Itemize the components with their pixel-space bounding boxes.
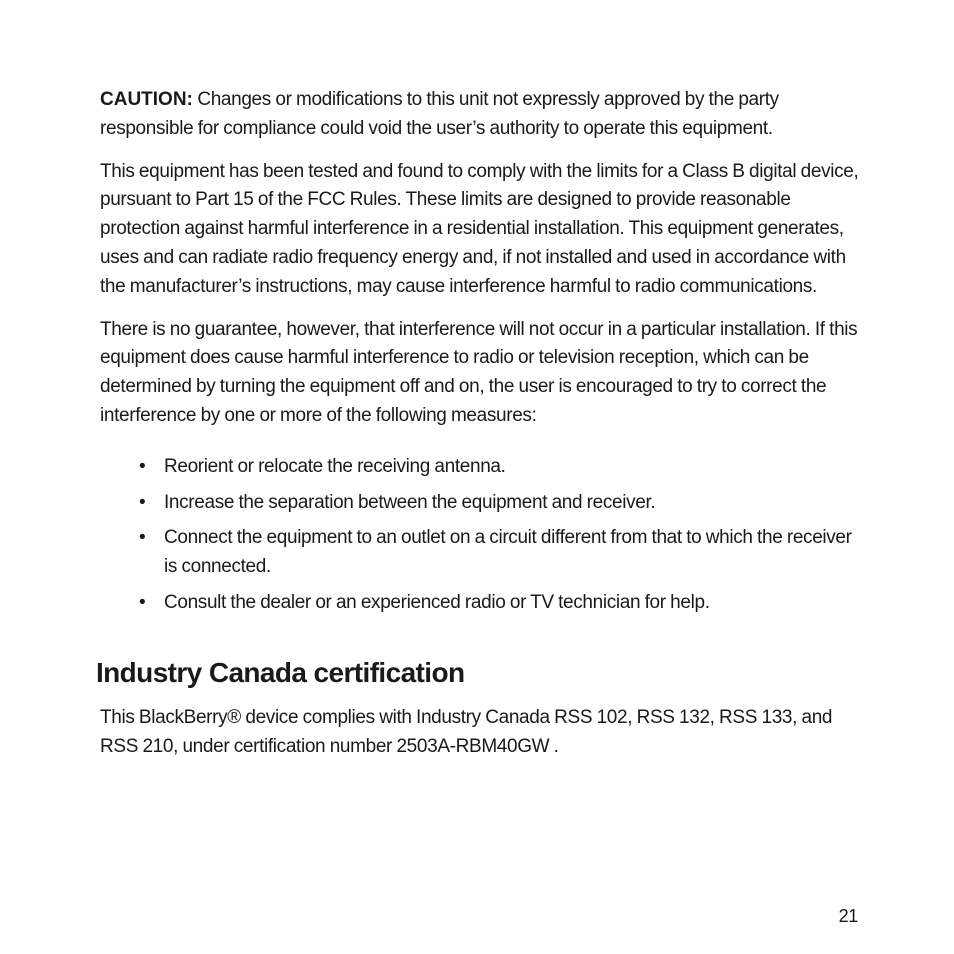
caution-paragraph [100,86,860,144]
bullet-icon: • [139,491,146,513]
list-item [100,524,860,582]
list-item-text: Consult the dealer or an experienced radio or TV technician for help. [164,591,710,613]
bullet-icon: • [139,591,146,613]
list-item-text: Reorient or relocate the receiving antenna. [164,455,506,477]
bullet-icon: • [139,455,146,477]
fcc-compliance-paragraph: This equipment has been tested and found to comply with the limits for a Class B digital device, pursuant to Part 15 of the FCC Rules. These limits are designed to provide reasonable protection against harmful interference in a residential installation. This equipment generates, uses and can radiate radio frequency energy and, if not installed and used in accordance with the manufacturer’s instructions, may cause interference harmful to radio communications. [100,160,859,297]
caution-text: Changes or modifications to this unit not expressly approved by the party responsible for compliance could void the user’s authority to operate this equipment. [100,89,779,139]
list-item-text: Connect the equipment to an outlet on a circuit different from that to which the receiver is connected. [164,527,852,578]
list-item-text: Increase the separation between the equipment and receiver. [164,491,656,513]
bullet-icon: • [139,527,146,549]
certification-paragraph: This BlackBerry® device complies with Industry Canada RSS 102, RSS 132, RSS 133, and RSS 210, under certification number 2503A-RBM40GW . [100,706,833,757]
caution-label: CAUTION: [100,89,193,110]
list-item [100,489,860,518]
list-item [100,589,860,618]
list-item [100,453,860,482]
interference-paragraph: There is no guarantee, however, that interference will not occur in a particular installation. If this equipment does cause harmful interference to radio or television reception, which can be determined by turning the equipment off and on, the user is encouraged to try to correct the interference by one or more of the following measures: [100,318,858,426]
page-number: 21 [838,906,858,926]
corrective-measures-list [100,453,860,618]
section-heading: Industry Canada certification [96,656,465,688]
document-page [96,86,860,761]
